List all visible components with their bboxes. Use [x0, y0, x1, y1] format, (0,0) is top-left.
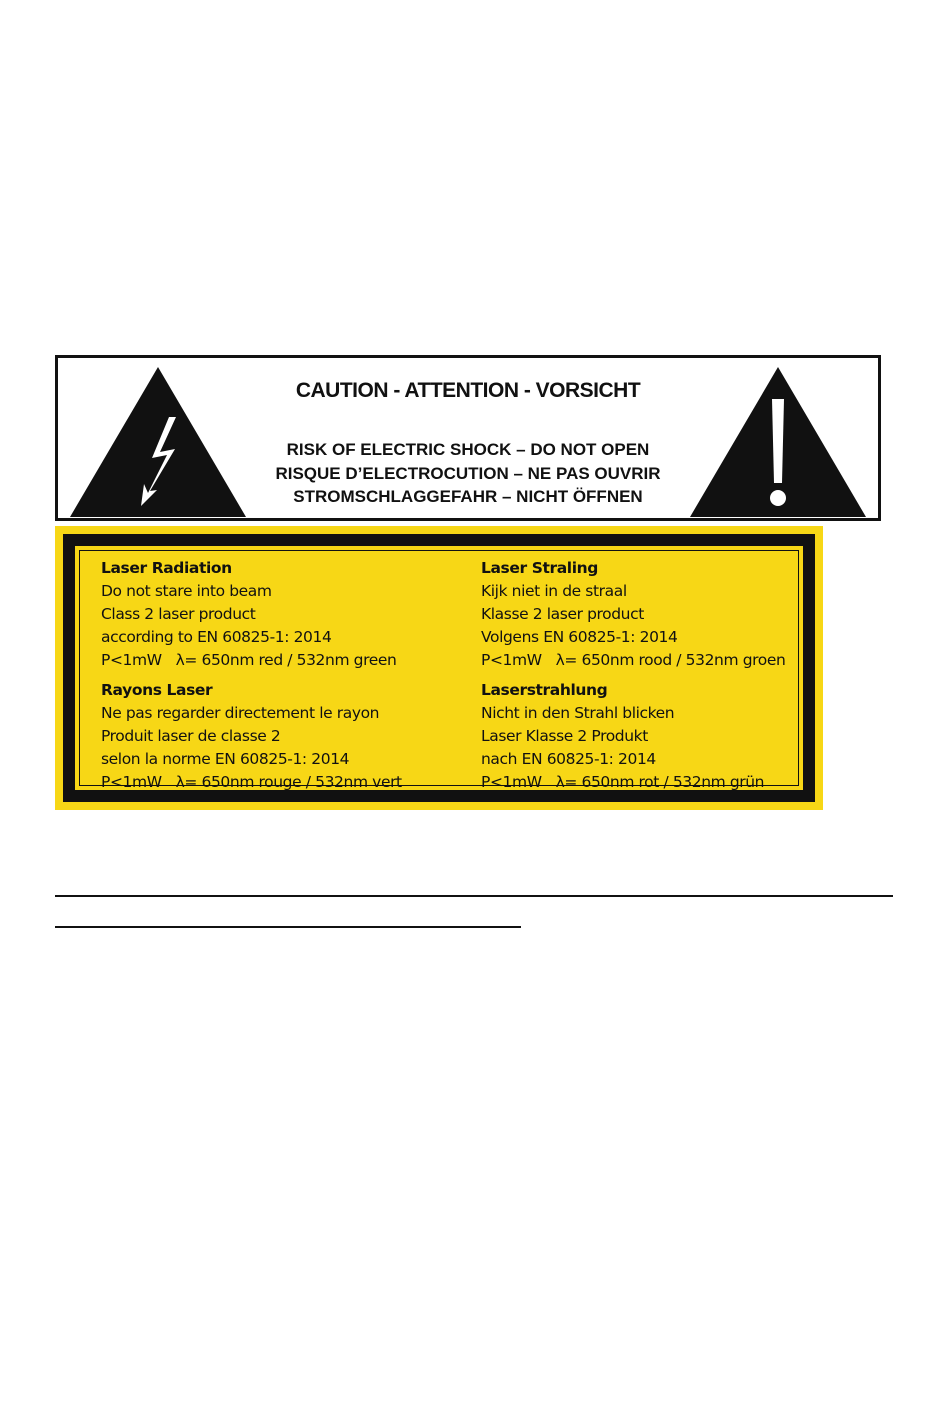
laser-heading: Rayons Laser — [101, 681, 213, 699]
caution-line-en: RISK OF ELECTRIC SHOCK – DO NOT OPEN — [286, 440, 650, 459]
laser-line: Laser Klasse 2 Produkt — [481, 727, 648, 745]
laser-line: Ne pas regarder directement le rayon — [101, 704, 380, 722]
laser-warning-label — [55, 526, 823, 810]
caution-line-fr: RISQUE D’ELECTROCUTION – NE PAS OUVRIR — [275, 463, 661, 483]
laser-wavelength: λ= 650nm rouge / 532nm vert — [175, 773, 402, 791]
laser-block-dutch — [481, 557, 785, 672]
laser-line: Produit laser de classe 2 — [101, 727, 281, 745]
caution-title: CAUTION - ATTENTION - VORSICHT — [295, 379, 641, 402]
laser-heading: Laser Straling — [481, 559, 598, 577]
laser-line: selon la norme EN 60825-1: 2014 — [101, 750, 350, 768]
laser-wavelength: λ= 650nm rot / 532nm grün — [555, 773, 765, 791]
caution-panel — [55, 355, 881, 521]
blank-line — [55, 895, 893, 897]
laser-block-german — [481, 679, 764, 794]
laser-power: P<1mW — [481, 773, 542, 791]
caution-lines — [248, 438, 688, 509]
laser-heading: Laser Radiation — [101, 559, 232, 577]
laser-power: P<1mW — [101, 651, 162, 669]
electric-shock-warning-icon — [68, 365, 248, 519]
laser-line: Class 2 laser product — [101, 605, 256, 623]
laser-line: Kijk niet in de straal — [481, 582, 627, 600]
laser-line: Do not stare into beam — [101, 582, 272, 600]
laser-wavelength: λ= 650nm red / 532nm green — [175, 651, 397, 669]
laser-line: nach EN 60825-1: 2014 — [481, 750, 656, 768]
laser-line: Nicht in den Strahl blicken — [481, 704, 675, 722]
laser-line: Volgens EN 60825-1: 2014 — [481, 628, 678, 646]
exclamation-warning-icon — [688, 365, 868, 519]
laser-spec-line — [101, 771, 402, 794]
blank-line — [55, 926, 521, 928]
laser-line: Klasse 2 laser product — [481, 605, 644, 623]
laser-power: P<1mW — [101, 773, 162, 791]
laser-wavelength: λ= 650nm rood / 532nm groen — [555, 651, 786, 669]
laser-spec-line — [481, 771, 764, 794]
laser-block-french — [101, 679, 402, 794]
laser-heading: Laserstrahlung — [481, 681, 608, 699]
laser-block-english — [101, 557, 396, 672]
laser-label-border — [63, 534, 815, 802]
laser-power: P<1mW — [481, 651, 542, 669]
laser-line: according to EN 60825-1: 2014 — [101, 628, 332, 646]
laser-spec-line — [101, 649, 396, 672]
caution-line-de: STROMSCHLAGGEFAHR – NICHT ÖFFNEN — [293, 487, 643, 506]
laser-spec-line — [481, 649, 785, 672]
